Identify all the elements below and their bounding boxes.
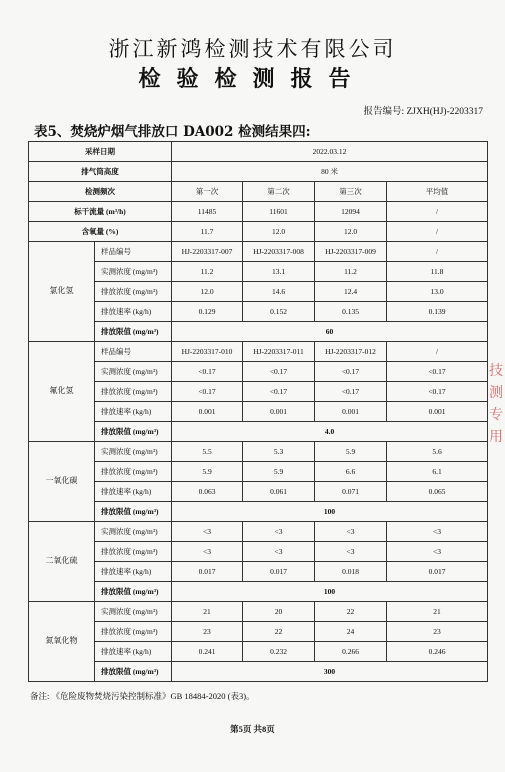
emission-rate-cell: 0.061 [243,482,315,502]
table-row [29,222,488,242]
measured-conc-cell: 5.5 [172,442,243,462]
table-row [29,622,488,642]
pollutant-name: 氯化氢 [29,242,95,342]
red-seal-stamp-fragment: 技 测 专 用 [489,363,503,445]
emission-rate-cell: 0.001 [172,402,243,422]
emission-rate-label: 排放速率 (kg/h) [95,402,172,422]
pollutant-name: 一氧化碳 [29,442,95,522]
company-name: 浙江新鸿检测技术有限公司 [108,37,397,61]
table-row [29,382,488,402]
table-row [29,442,488,462]
pollutant-name: 氮氧化物 [29,602,95,682]
pollutant-name: 二氧化硫 [29,522,95,602]
report-number: 报告编号: ZJXH(HJ)-2203317 [363,107,483,117]
measured-conc-cell: 5.6 [387,442,488,462]
measured-conc-cell: <0.17 [315,362,387,382]
flow-cell: 12094 [315,202,387,222]
page-number: 第5页 共8页 [230,724,275,734]
emission-conc-cell: 24 [315,622,387,642]
table-row [29,582,488,602]
emission-conc-cell: <3 [172,542,243,562]
emission-rate-cell: 0.266 [315,642,387,662]
measured-conc-label: 实测浓度 (mg/m³) [95,362,172,382]
emission-conc-cell: <3 [387,542,488,562]
sample-id-cell: HJ-2203317-008 [243,242,315,262]
emission-conc-label: 排放浓度 (mg/m³) [95,622,172,642]
limit-label: 排放限值 (mg/m³) [95,662,172,682]
measured-conc-cell: 11.2 [172,262,243,282]
table-row [29,362,488,382]
emission-conc-label: 排放浓度 (mg/m³) [95,382,172,402]
emission-rate-cell: 0.071 [315,482,387,502]
stack-height-value: 80 米 [172,162,488,182]
emission-rate-cell: 0.017 [172,562,243,582]
measured-conc-cell: <3 [315,522,387,542]
emission-conc-cell: <0.17 [243,382,315,402]
sample-id-label: 样品编号 [95,342,172,362]
frequency-label: 检测频次 [29,182,172,202]
emission-rate-label: 排放速率 (kg/h) [95,302,172,322]
table-row [29,482,488,502]
table-row [29,162,488,182]
emission-conc-label: 排放浓度 (mg/m³) [95,462,172,482]
flow-label: 标干流量 (m³/h) [29,202,172,222]
table-row [29,602,488,622]
emission-rate-cell: 0.241 [172,642,243,662]
measured-conc-cell: 13.1 [243,262,315,282]
emission-rate-cell: 0.017 [243,562,315,582]
table-row [29,662,488,682]
table-row [29,402,488,422]
table-row [29,422,488,442]
emission-rate-cell: 0.139 [387,302,488,322]
limit-value: 4.0 [172,422,488,442]
measured-conc-cell: <3 [387,522,488,542]
limit-label: 排放限值 (mg/m³) [95,322,172,342]
table-row [29,262,488,282]
results-table-body [29,142,488,682]
table-row [29,522,488,542]
measured-conc-cell: 21 [172,602,243,622]
oxygen-cell: 12.0 [243,222,315,242]
measured-conc-cell: <0.17 [387,362,488,382]
measured-conc-cell: 11.8 [387,262,488,282]
pollutant-name: 氟化氢 [29,342,95,442]
oxygen-cell: / [387,222,488,242]
emission-rate-label: 排放速率 (kg/h) [95,482,172,502]
limit-value: 60 [172,322,488,342]
measured-conc-cell: <3 [243,522,315,542]
emission-rate-cell: 0.246 [387,642,488,662]
measured-conc-cell: 20 [243,602,315,622]
frequency-header-cell: 第二次 [243,182,315,202]
sample-id-cell: HJ-2203317-011 [243,342,315,362]
emission-conc-cell: 14.6 [243,282,315,302]
table-row [29,302,488,322]
measured-conc-cell: <0.17 [243,362,315,382]
measured-conc-label: 实测浓度 (mg/m³) [95,262,172,282]
emission-rate-cell: 0.001 [315,402,387,422]
emission-conc-cell: 22 [243,622,315,642]
limit-label: 排放限值 (mg/m³) [95,502,172,522]
limit-label: 排放限值 (mg/m³) [95,422,172,442]
sample-id-cell: HJ-2203317-007 [172,242,243,262]
emission-conc-cell: 5.9 [243,462,315,482]
emission-conc-cell: <0.17 [172,382,243,402]
emission-conc-label: 排放浓度 (mg/m³) [95,282,172,302]
limit-value: 300 [172,662,488,682]
limit-value: 100 [172,502,488,522]
measured-conc-cell: 5.9 [315,442,387,462]
report-title: 检验检测报告 [138,66,367,92]
table-row [29,182,488,202]
measured-conc-label: 实测浓度 (mg/m³) [95,522,172,542]
measured-conc-cell: <0.17 [172,362,243,382]
measured-conc-cell: 5.3 [243,442,315,462]
table-row [29,202,488,222]
sample-id-cell: HJ-2203317-009 [315,242,387,262]
frequency-header-cell: 第三次 [315,182,387,202]
sample-id-cell: / [387,342,488,362]
measured-conc-cell: 11.2 [315,262,387,282]
limit-label: 排放限值 (mg/m³) [95,582,172,602]
measured-conc-label: 实测浓度 (mg/m³) [95,602,172,622]
emission-conc-cell: 12.0 [172,282,243,302]
emission-rate-cell: 0.065 [387,482,488,502]
flow-cell: 11601 [243,202,315,222]
emission-conc-cell: 5.9 [172,462,243,482]
measured-conc-cell: 22 [315,602,387,622]
table-row [29,642,488,662]
emission-rate-cell: 0.001 [243,402,315,422]
emission-conc-cell: <0.17 [315,382,387,402]
emission-conc-cell: 12.4 [315,282,387,302]
emission-rate-label: 排放速率 (kg/h) [95,642,172,662]
footnote: 备注: 《危险废物焚烧污染控制标准》GB 18484-2020 (表3)。 [30,691,255,701]
emission-conc-cell: <3 [243,542,315,562]
stack-height-label: 排气筒高度 [29,162,172,182]
emission-rate-cell: 0.001 [387,402,488,422]
emission-rate-cell: 0.063 [172,482,243,502]
limit-value: 100 [172,582,488,602]
sample-id-cell: / [387,242,488,262]
sample-id-cell: HJ-2203317-012 [315,342,387,362]
emission-conc-cell: <3 [315,542,387,562]
emission-rate-cell: 0.017 [387,562,488,582]
table-title: 表5、焚烧炉烟气排放口 DA002 检测结果四: [34,124,311,140]
emission-conc-cell: <0.17 [387,382,488,402]
measured-conc-cell: <3 [172,522,243,542]
oxygen-cell: 12.0 [315,222,387,242]
flow-cell: / [387,202,488,222]
table-row [29,142,488,162]
results-table [28,141,488,682]
oxygen-cell: 11.7 [172,222,243,242]
table-row [29,342,488,362]
sample-id-cell: HJ-2203317-010 [172,342,243,362]
sample-date-label: 采样日期 [29,142,172,162]
sample-id-label: 样品编号 [95,242,172,262]
emission-conc-cell: 23 [172,622,243,642]
emission-conc-cell: 6.1 [387,462,488,482]
emission-rate-cell: 0.232 [243,642,315,662]
emission-rate-cell: 0.018 [315,562,387,582]
emission-rate-cell: 0.129 [172,302,243,322]
frequency-header-cell: 第一次 [172,182,243,202]
emission-conc-cell: 6.6 [315,462,387,482]
measured-conc-label: 实测浓度 (mg/m³) [95,442,172,462]
table-row [29,242,488,262]
flow-cell: 11485 [172,202,243,222]
emission-rate-cell: 0.152 [243,302,315,322]
emission-rate-cell: 0.135 [315,302,387,322]
frequency-header-cell: 平均值 [387,182,488,202]
table-row [29,542,488,562]
emission-rate-label: 排放速率 (kg/h) [95,562,172,582]
emission-conc-cell: 13.0 [387,282,488,302]
measured-conc-cell: 21 [387,602,488,622]
emission-conc-cell: 23 [387,622,488,642]
table-row [29,462,488,482]
sample-date-value: 2022.03.12 [172,142,488,162]
table-row [29,562,488,582]
table-row [29,322,488,342]
emission-conc-label: 排放浓度 (mg/m³) [95,542,172,562]
table-row [29,502,488,522]
oxygen-label: 含氧量 (%) [29,222,172,242]
table-row [29,282,488,302]
